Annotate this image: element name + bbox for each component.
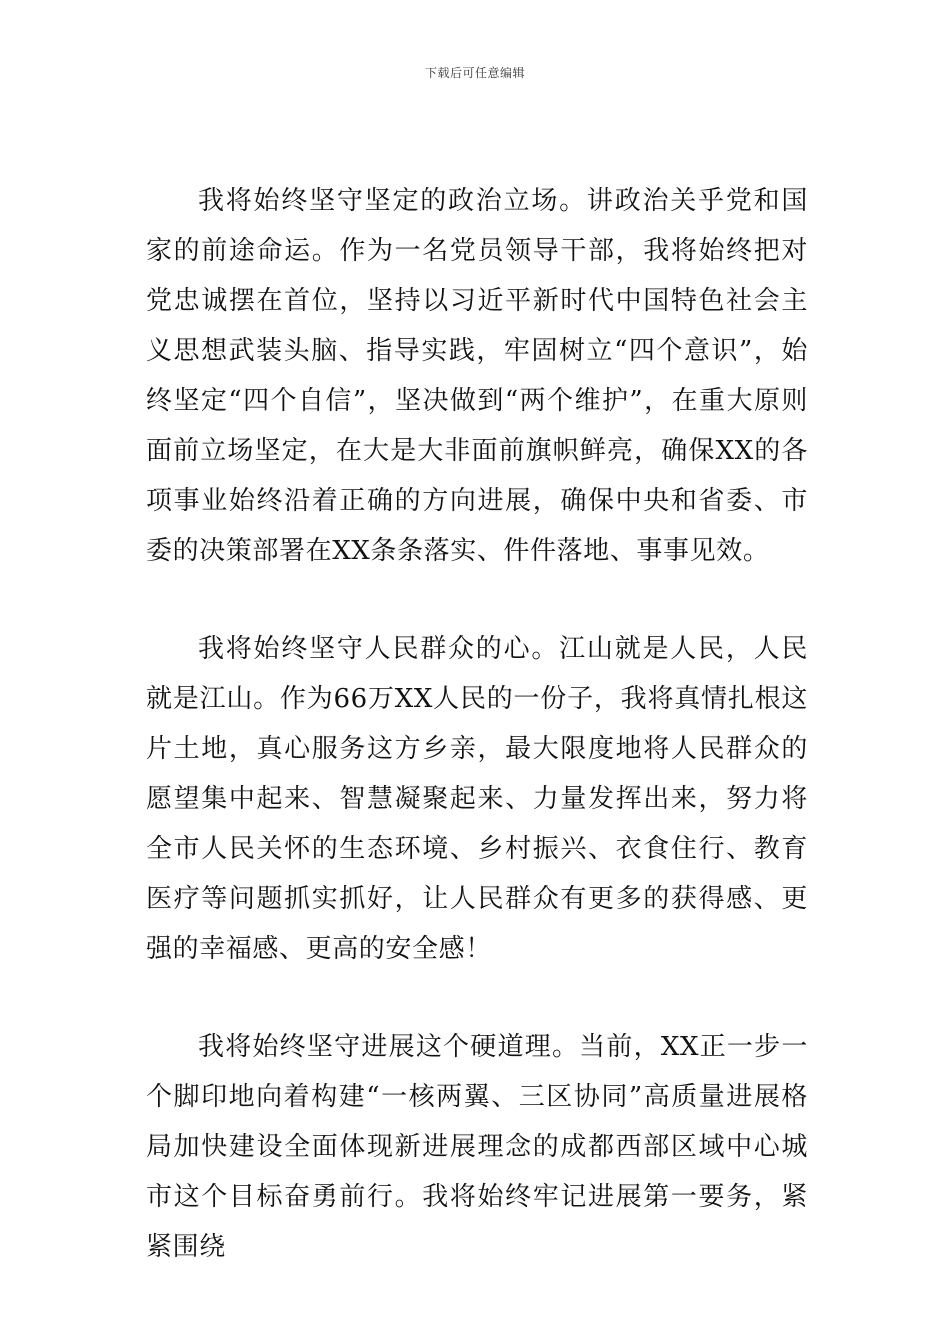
page-header-note: 下载后可任意编辑 bbox=[424, 66, 525, 80]
paragraph-people: 我将始终坚守人民群众的心。江山就是人民，人民就是江山。作为66万XX人民的一份子，我将真情扎根这片土地，真心服务这方乡亲，最大限度地将人民群众的愿望集中起来、智慧凝聚起来、力量发挥出来，努力将全市人民关怀的生态环境、乡村振兴、衣食住行、教育医疗等问题抓实抓好，让人民群众有更多的获得感、更强的幸福感、更高的安全感！ bbox=[146, 634, 808, 964]
document-body bbox=[146, 176, 808, 1320]
paragraph-development: 我将始终坚守进展这个硬道理。当前，XX正一步一个脚印地向着构建“一核两翼、三区协同”高质量进展格局加快建设全面体现新进展理念的成都西部区域中心城市这个目标奋勇前行。我将始终牢记进展第一要务，紧紧围绕 bbox=[146, 1032, 808, 1262]
paragraph-political-stance: 我将始终坚守坚定的政治立场。讲政治关乎党和国家的前途命运。作为一名党员领导干部，我将始终把对党忠诚摆在首位，坚持以习近平新时代中国特色社会主义思想武装头脑、指导实践，牢固树立“四个意识”，始终坚定“四个自信”，坚决做到“两个维护”，在重大原则面前立场坚定，在大是大非面前旗帜鲜亮，确保XX的各项事业始终沿着正确的方向进展，确保中央和省委、市委的决策部署在XX条条落实、件件落地、事事见效。 bbox=[146, 186, 808, 566]
